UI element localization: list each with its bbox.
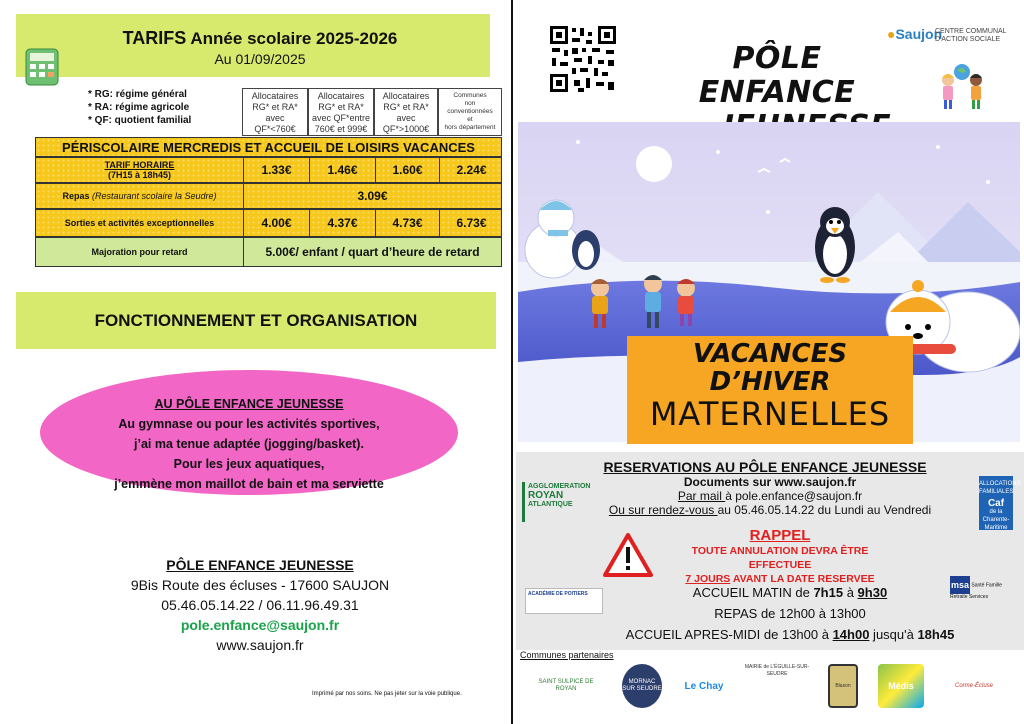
row-label: TARIF HORAIRE (7H15 à 18h45) (104, 160, 175, 180)
partner-logo: Médis (878, 664, 924, 708)
price-cell: 3.09€ (243, 184, 501, 208)
tarifs-date: Au 01/09/2025 (214, 51, 306, 67)
price-cell: 4.37€ (309, 210, 375, 236)
abbreviation-legend: * RG: régime général * RA: régime agricole * QF: quotient familial (88, 89, 192, 126)
tarifs-title: TARIFS Année scolaire 2025-2026 (122, 28, 398, 48)
page-title: PÔLE ENFANCE (698, 41, 856, 110)
vacances-title: VACANCES D’HIVER (692, 339, 848, 397)
page-divider (511, 0, 513, 724)
price-cell: 4.00€ (243, 210, 309, 236)
partner-logo: Corme-Écluse (954, 682, 993, 689)
fonctionnement-title: FONCTIONNEMENT ET ORGANISATION (16, 292, 496, 349)
warning-icon (603, 533, 653, 577)
partners-title: Communes partenaires (520, 650, 614, 660)
price-cell: 1.46€ (309, 158, 375, 182)
row-label: Majoration pour retard (91, 247, 188, 257)
price-cell: 6.73€ (439, 210, 503, 236)
academie-poitiers-logo: ACADÉMIE DE POITIERS (525, 588, 603, 614)
contact-title: PÔLE ENFANCE JEUNESSE (166, 557, 354, 573)
price-cell: 1.33€ (243, 158, 309, 182)
contact-website[interactable]: www.saujon.fr (216, 637, 304, 653)
calculator-icon (25, 48, 59, 86)
column-header-qf-high: Allocataires RG* et RA* avec QF*>1000€ (374, 88, 438, 136)
periscolaire-table-title: PÉRISCOLAIRE MERCREDIS ET ACCUEIL DE LOISIRS VACANCES (35, 137, 502, 157)
row-label: Sorties et activités exceptionnelles (64, 218, 215, 228)
ccas-label: CENTRE COMMUNAL D'ACTION SOCIALE (935, 28, 1007, 43)
partner-logo: MORNAC SUR SEUDRE (622, 664, 662, 708)
rappel-notice: RAPPEL TOUTE ANNULATION DEVRA ÊTRE EFFECTUEE 7 JOURS AVANT LA DATE RESERVEE (685, 527, 875, 585)
price-cell: 1.60€ (375, 158, 439, 182)
reservations-title: RESERVATIONS AU PÔLE ENFANCE JEUNESSE (603, 459, 927, 475)
contact-block (60, 555, 460, 655)
accueil-hours: ACCUEIL MATIN de 7h15 à 9h30 REPAS de 12h00 à 13h00 ACCUEIL APRES-MIDI de 13h00 à 14h00 jusqu'à 18h45 (625, 585, 955, 642)
msa-logo: msa Santé Famille Retraite Services (950, 576, 1006, 598)
agglomeration-royan-logo: AGGLOMERATION ROYAN ATLANTIQUE (522, 482, 574, 522)
column-header-non-conventionnees: Communes non conventionnées et hors département (438, 88, 502, 136)
contact-address: 9Bis Route des écluses - 17600 SAUJON (130, 577, 390, 593)
table-row-repas (35, 183, 502, 209)
price-cell: 2.24€ (439, 158, 503, 182)
row-label: Repas (Restaurant scolaire la Seudre) (62, 191, 217, 201)
partner-logo: Blason (828, 664, 858, 708)
children-globe-icon (930, 62, 994, 112)
maternelles-title: MATERNELLES (649, 395, 891, 433)
info-bubble-text: AU PÔLE ENFANCE JEUNESSE Au gymnase ou pour les activités sportives, j’ai ma tenue adaptée (jogging/basket). Pour les jeux aquatiques, j’emmène mon maillot de bain et ma serviette (114, 397, 384, 491)
contact-email[interactable]: pole.enfance@saujon.fr (180, 617, 340, 633)
column-header-qf-low: Allocataires RG* et RA* avec QF*<760€ (242, 88, 308, 136)
contact-phones: 05.46.05.14.22 / 06.11.96.49.31 (161, 597, 359, 613)
table-row-sorties (35, 209, 502, 237)
partner-logo: MAIRIE de L'ÉGUILLE-SUR-SEUDRE (744, 664, 810, 677)
partner-logo: SAINT SULPICE DE ROYAN (538, 679, 594, 692)
price-cell: 4.73€ (375, 210, 439, 236)
reservations-details: Documents sur www.saujon.fr Par mail à pole.enfance@saujon.fr Ou sur rendez-vous au 05.46.05.14.22 du Lundi au Vendredi (608, 475, 932, 517)
table-row-tarif-horaire (35, 157, 502, 183)
saujon-logo: ●Saujon (887, 26, 943, 42)
qr-code-icon (548, 24, 618, 94)
print-note: Imprimé par nos soins. Ne pas jeter sur la voie publique. (312, 691, 462, 697)
caf-logo: ALLOCATIONS FAMILIALES Caf de la Charente-Maritime (979, 476, 1013, 530)
partner-logo: Le Chay (684, 680, 724, 692)
column-header-qf-mid: Allocataires RG* et RA* avec QF*entre 760€ et 999€ (308, 88, 374, 136)
table-row-majoration (35, 237, 502, 267)
price-cell: 5.00€/ enfant / quart d’heure de retard (243, 238, 501, 266)
